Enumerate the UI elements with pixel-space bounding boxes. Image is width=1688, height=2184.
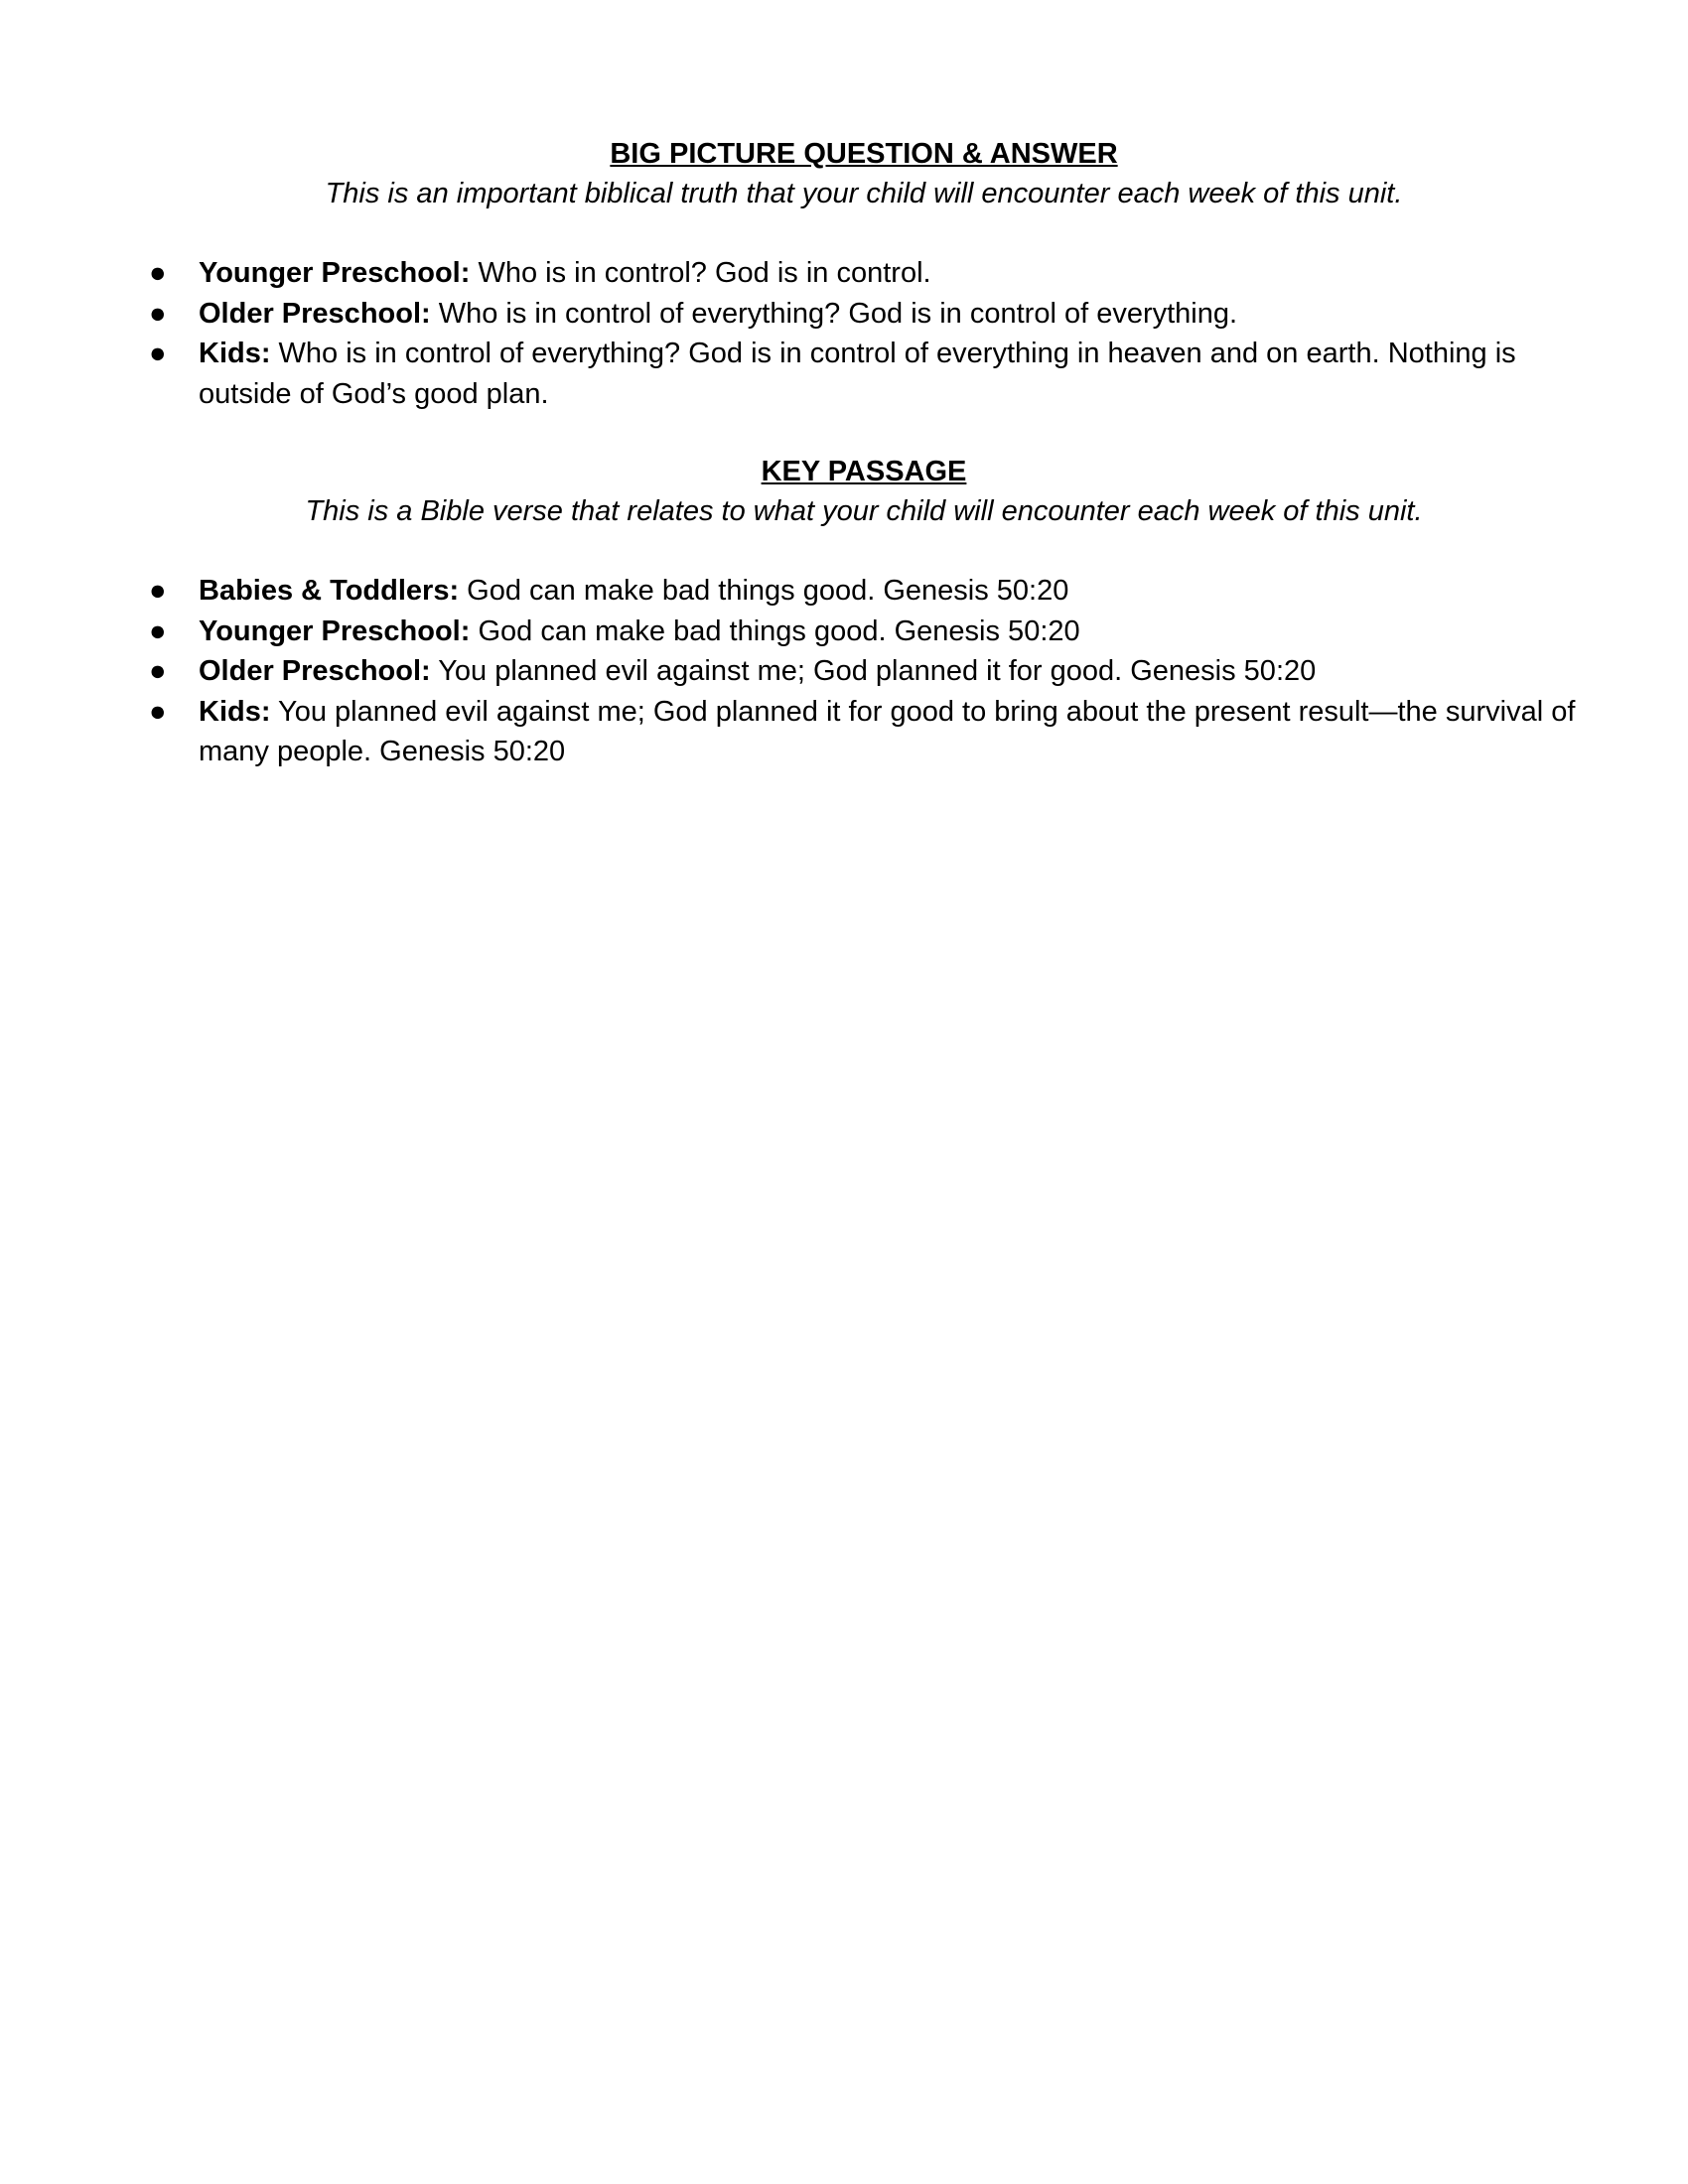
big-picture-section <box>149 134 1579 414</box>
item-label: Younger Preschool: <box>199 614 471 647</box>
item-text: You planned evil against me; God planned it for good. Genesis 50:20 <box>430 655 1317 687</box>
list-item <box>149 692 1579 772</box>
bullet-icon: ● <box>149 614 167 647</box>
document-page <box>149 134 1579 772</box>
item-text: God can make bad things good. Genesis 50:20 <box>470 614 1080 647</box>
bullet-icon: ● <box>149 575 167 607</box>
item-text: Who is in control of everything? God is in control of everything. <box>430 297 1238 330</box>
bullet-list <box>149 571 1579 772</box>
item-text: Who is in control? God is in control. <box>470 257 931 289</box>
bullet-icon: ● <box>149 297 167 330</box>
item-label: Older Preschool: <box>199 297 431 330</box>
bullet-list <box>149 253 1579 414</box>
section-title: KEY PASSAGE <box>761 456 967 487</box>
bullet-icon: ● <box>149 338 167 369</box>
section-subtitle: This is an important biblical truth that your child will encounter each week of this unit. <box>325 178 1403 209</box>
bullet-icon: ● <box>149 695 167 728</box>
item-text: Who is in control of everything? God is in control of everything in heaven and on earth. Nothing is outside of God’s good plan. <box>199 338 1516 410</box>
item-text: God can make bad things good. Genesis 50:20 <box>459 575 1069 607</box>
list-item <box>149 253 1579 294</box>
item-label: Babies & Toddlers: <box>199 575 460 607</box>
item-label: Older Preschool: <box>199 655 431 687</box>
bullet-icon: ● <box>149 257 167 289</box>
key-passage-section <box>149 452 1579 772</box>
section-title: BIG PICTURE QUESTION & ANSWER <box>610 138 1118 170</box>
bullet-icon: ● <box>149 655 167 687</box>
item-label: Kids: <box>199 338 271 369</box>
list-item <box>149 651 1579 692</box>
item-label: Kids: <box>199 695 271 728</box>
list-item <box>149 612 1579 652</box>
list-item <box>149 294 1579 335</box>
item-label: Younger Preschool: <box>199 257 471 289</box>
list-item <box>149 334 1579 414</box>
section-subtitle: This is a Bible verse that relates to what your child will encounter each week of this unit. <box>305 495 1423 527</box>
item-text: You planned evil against me; God planned it for good to bring about the present result—the survival of many people. Genesis 50:20 <box>199 695 1576 767</box>
list-item <box>149 571 1579 612</box>
